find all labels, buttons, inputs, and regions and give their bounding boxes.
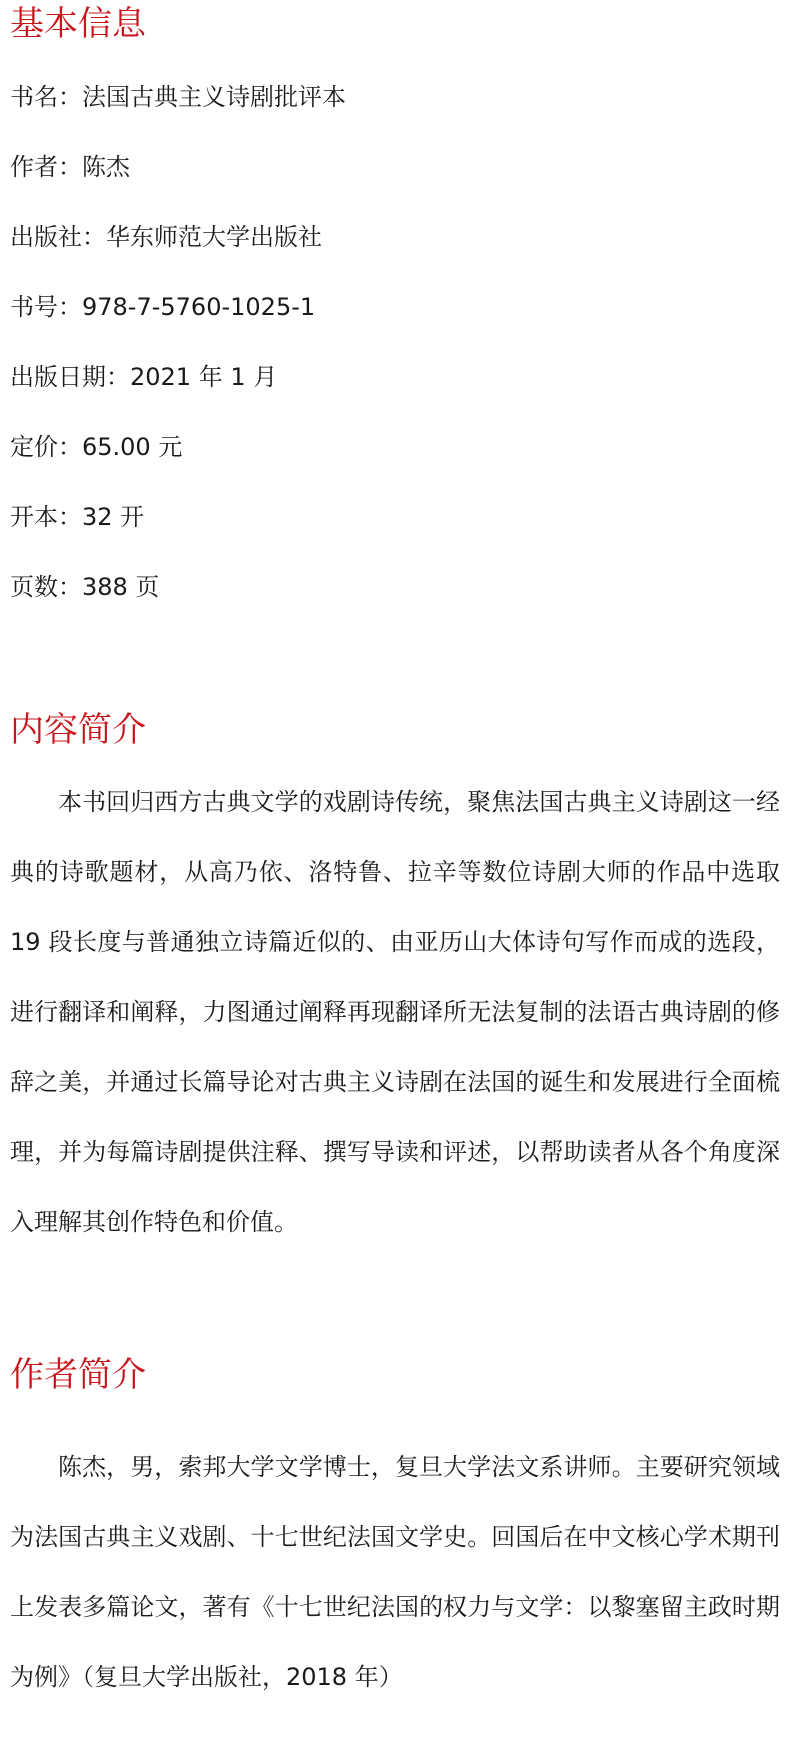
- info-isbn: 书号：978-7-5760-1025-1: [10, 293, 316, 321]
- author-bio-heading: 作者简介: [10, 1355, 146, 1395]
- info-pages: 页数：388 页: [10, 573, 160, 601]
- info-author: 作者：陈杰: [10, 153, 130, 181]
- info-publish-date: 出版日期：2021 年 1 月: [10, 363, 278, 391]
- basic-info-heading: 基本信息: [10, 4, 146, 44]
- info-format: 开本：32 开: [10, 503, 145, 531]
- info-book-title: 书名：法国古典主义诗剧批评本: [10, 83, 346, 111]
- summary-paragraph: 本书回归西方古典文学的戏剧诗传统，聚焦法国古典主义诗剧这一经典的诗歌题材，从高乃依、洛特鲁、拉辛等数位诗剧大师的作品中选取 19 段长度与普通独立诗篇近似的、由亚历山大体诗句写作而成的选段，进行翻译和阐释，力图通过阐释再现翻译所无法复制的法语古典诗剧的修辞之美，并通过长篇导论对古典主义诗剧在法国的诞生和发展进行全面梳理，并为每篇诗剧提供注释、撰写导读和评述，以帮助读者从各个角度深入理解其创作特色和价值。: [10, 788, 780, 1236]
- summary-heading: 内容简介: [10, 710, 146, 750]
- info-publisher: 出版社：华东师范大学出版社: [10, 223, 322, 251]
- info-price: 定价：65.00 元: [10, 433, 183, 461]
- author-bio-paragraph: 陈杰，男，索邦大学文学博士，复旦大学法文系讲师。主要研究领域为法国古典主义戏剧、十七世纪法国文学史。回国后在中文核心学术期刊上发表多篇论文，著有《十七世纪法国的权力与文学：以黎塞留主政时期为例》（复旦大学出版社，2018 年）: [10, 1453, 780, 1691]
